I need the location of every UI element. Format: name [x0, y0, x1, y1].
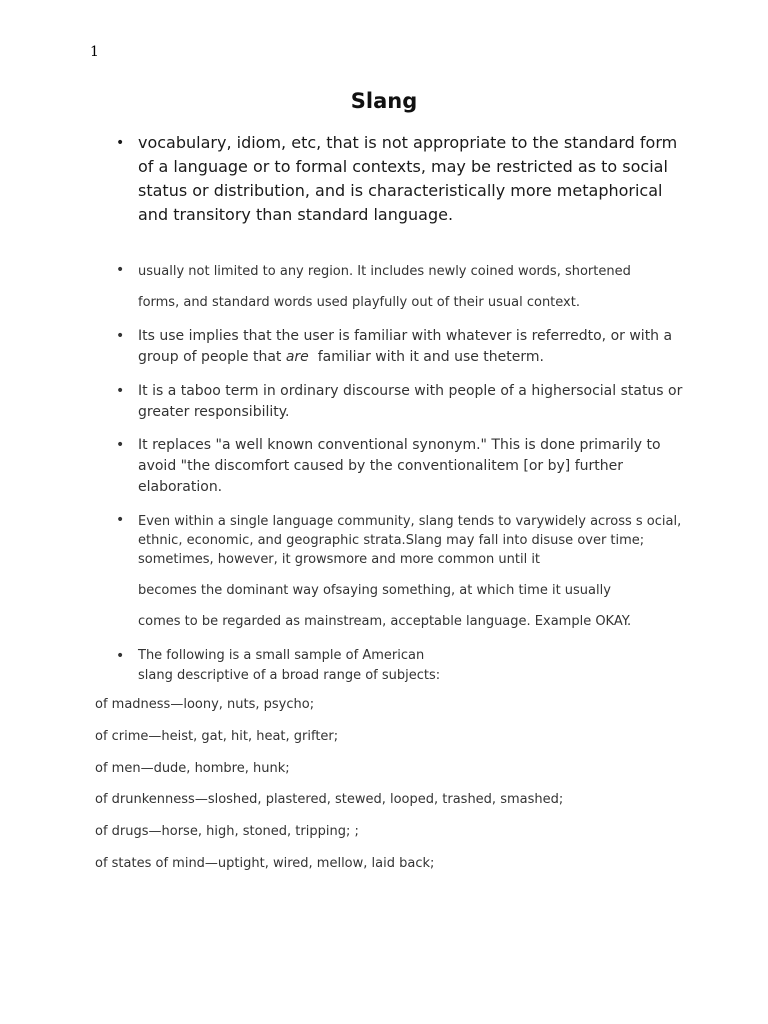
bullet-icon: • [116, 328, 125, 344]
subject-line: of men—dude, hombre, hunk; [95, 761, 290, 776]
bullet-text: The following is a small sample of American slang descriptive of a broad range of subjects: [138, 648, 441, 683]
subject-line: of drugs—horse, high, stoned, tripping; ; [95, 824, 359, 839]
subject-line: of madness—loony, nuts, psycho; [95, 697, 315, 712]
bullet-icon: • [116, 437, 125, 453]
bullet-text: vocabulary, idiom, etc, that is not appropriate to the standard form of a language or to formal contexts, may be restricted as to social status or distribution, and is characteristically more metaphorical and transitory than standard language. [138, 133, 678, 224]
bullet-icon: • [116, 135, 125, 151]
bullet-text: It is a taboo term in ordinary discourse with people of a highersocial status or greater responsibility. [138, 383, 683, 420]
subject-line: of crime—heist, gat, hit, heat, grifter; [95, 729, 339, 744]
bullet-text [138, 262, 698, 313]
subject-line: of drunkenness—sloshed, plastered, stewed, looped, trashed, smashed; [95, 792, 564, 807]
bullet-icon: • [116, 512, 125, 528]
bullet-line: forms, and standard words used playfully out of their usual context. [138, 295, 580, 310]
bullet-text [138, 512, 683, 631]
subject-line: of states of mind—uptight, wired, mellow, laid back; [95, 856, 435, 871]
bullet-text-part: familiar with it and use theterm. [308, 349, 544, 365]
bullet-icon: • [116, 383, 125, 399]
bullet-icon: • [116, 648, 125, 664]
bullet-text [138, 326, 698, 368]
bullet-line: becomes the dominant way ofsaying something, at which time it usually [138, 583, 611, 598]
emphasis-text: are [285, 349, 309, 365]
bullet-line: usually not limited to any region. It includes newly coined words, shortened [138, 264, 631, 279]
bullet-text: It replaces "a well known conventional synonym." This is done primarily to avoid "the discomfort caused by the conventionalitem [or by] further elaboration. [138, 437, 661, 495]
bullet-line: Even within a single language community, slang tends to varywidely across s ocial, ethnic, economic, and geographic strata.Slang may fall into disuse over time; sometimes, however, it growsmore and more common until it [138, 514, 682, 567]
page-number: 1 [90, 44, 99, 60]
page-title: Slang [350, 89, 418, 113]
bullet-icon: • [116, 262, 125, 278]
bullet-line: comes to be regarded as mainstream, acceptable language. Example OKAY. [138, 614, 632, 629]
bullet-text-part: Its use implies that the user is familiar with whatever is referredto, or with a group of people that [138, 328, 673, 365]
